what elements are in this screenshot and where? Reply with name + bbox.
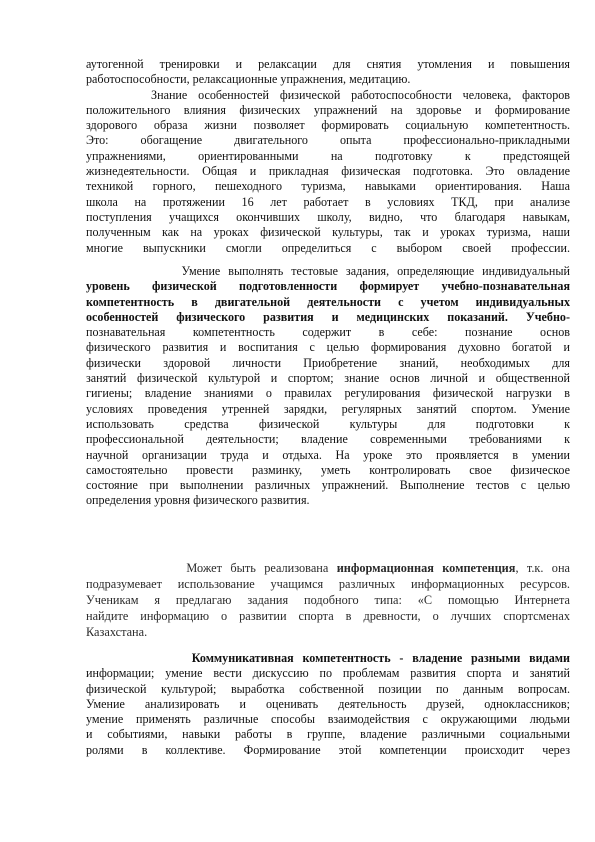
text-line: информации; умение вести дискуссию по проблемам развития спорта и занятий: [86, 666, 570, 681]
text-line: физически здоровой личности Приобретение знаний, необходимых для: [86, 355, 570, 370]
text-line: Умение анализировать и оценивать деятельность друзей, одноклассников;: [86, 696, 570, 711]
text-line: и событиями, навыки работы в группе, владение различными социальными: [86, 727, 570, 742]
paragraph-information-competence: [86, 561, 570, 640]
text-line: уровень физической подготовленности формирует учебно-познавательная: [86, 279, 570, 294]
text-line: ролями в коллективе. Формирование этой компетенции происходит через: [86, 742, 570, 757]
text-line: упражнениями, ориентированными на подготовку к предстоящей: [86, 148, 570, 163]
paragraph-educational-competence: [86, 264, 570, 509]
text-line: Умение выполнять тестовые задания, определяющие индивидуальный: [86, 264, 570, 278]
text-line: Это: обогащение двигательного опыта профессионально-прикладными: [86, 133, 570, 148]
text-line: использовать средства физической культуры для подготовки к: [86, 416, 570, 431]
text-line: состояние при выполнении различных упражнений. Выполнение тестов с целью: [86, 478, 570, 493]
text-line: положительного влияния физических упражнений на здоровье и формирование: [86, 102, 570, 117]
text-line: Ученикам я предлагаю задания подобного типа: «С помощью Интернета: [86, 592, 570, 607]
text-line: Коммуникативная компетентность - владение разными видами: [86, 651, 570, 665]
text-fragment: Может быть реализована: [86, 561, 337, 575]
text-line: поступления учащихся окончивших школу, видно, что благодаря навыкам,: [86, 209, 570, 224]
text-line: школа на протяжении 16 лет работает в условиях ТКД, при анализе: [86, 194, 570, 209]
text-line: Знание особенностей физической работоспособности человека, факторов: [86, 87, 570, 102]
text-line: научной организации труда и отдыха. На уроке это проявляется в умении: [86, 447, 570, 462]
text-line: занятий физической культурой и спортом; знание основ личной и общественной: [86, 371, 570, 386]
text-line: профессиональной деятельности; владение современными требованиями к: [86, 432, 570, 447]
text-line: многие выпускники смогли определиться с выбором своей профессии.: [86, 240, 570, 255]
paragraph-social-competence: [86, 57, 570, 256]
text-line: работоспособности, релаксационные упражнения, медитацию.: [86, 72, 411, 87]
text-fragment: , т.к. она: [515, 561, 570, 575]
bold-term: информационная компетенция: [336, 561, 516, 575]
text-line: жизнедеятельности. Общая и прикладная физическая подготовка. Это овладение: [86, 164, 570, 179]
text-line: гигиены; владение знаниями о правилах регулирования физической нагрузки в: [86, 386, 570, 401]
text-line: Казахстана.: [86, 624, 148, 639]
text-line: особенностей физического развития и медицинских показаний. Учебно-: [86, 309, 570, 324]
text-line: физической культурой; выработка собственной позиции по данным вопросам.: [86, 681, 570, 696]
text-line: компетентность в двигательной деятельности с учетом индивидуальных: [86, 294, 570, 309]
text-line: подразумевает использование учащимся различных информационных ресурсов.: [86, 576, 570, 591]
paragraph-communicative-competence: [86, 651, 570, 758]
text-line: техникой горного, пешеходного туризма, навыками ориентирования. Наша: [86, 179, 570, 194]
text-line: найдите информацию о развитии спорта в древности, о лучших спортсменах: [86, 608, 570, 623]
text-line: определения уровня физического развития.: [86, 493, 310, 508]
text-line: познавательная компетентность содержит в себе: познание основ: [86, 325, 570, 340]
text-line: здорового образа жизни позволяет формировать социальную компетентность.: [86, 118, 570, 133]
text-line: полученным как на уроках физической культуры, так и уроках туризма, наши: [86, 225, 570, 240]
text-line: [86, 561, 570, 577]
text-line: аутогенной тренировки и релаксации для снятия утомления и повышения: [86, 57, 570, 71]
text-line: умение применять различные способы взаимодействия с окружающими людьми: [86, 712, 570, 727]
text-line: физического развития и воспитания с целью формирования духовно богатой и: [86, 340, 570, 355]
text-line: самостоятельно провести разминку, уметь контролировать свое физическое: [86, 462, 570, 477]
text-line: условиях проведения утренней зарядки, регулярных занятий спортом. Умение: [86, 401, 570, 416]
